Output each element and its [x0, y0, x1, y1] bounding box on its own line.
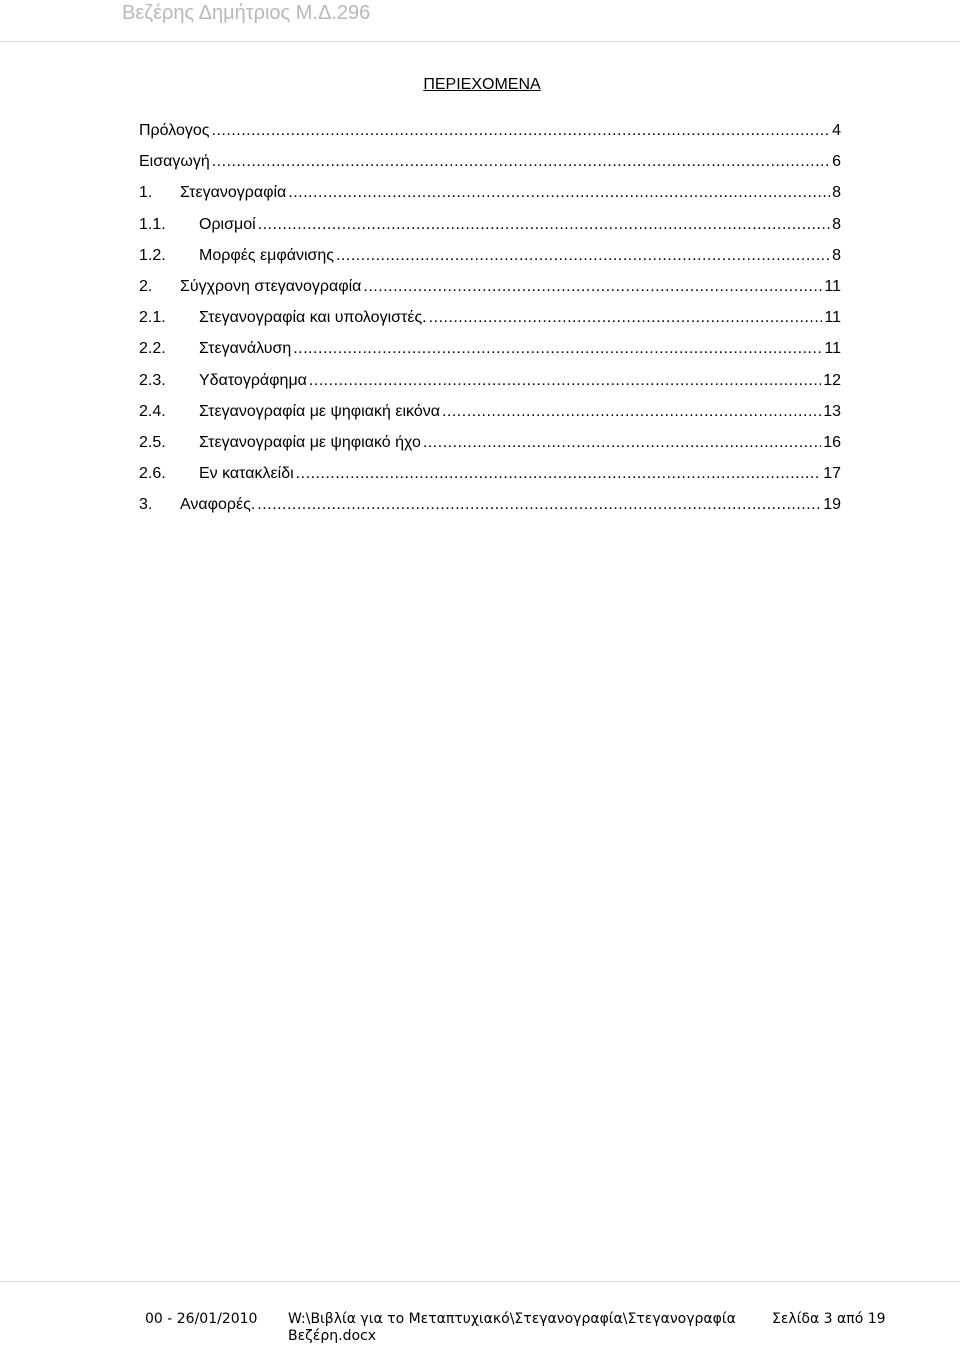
toc-dot-leader	[296, 458, 822, 489]
toc-entry-number: 2.3.	[139, 371, 166, 389]
toc-entry-title: Εν κατακλείδι	[199, 465, 294, 483]
footer-date: 00 - 26/01/2010	[145, 1311, 258, 1327]
toc-entry[interactable]	[139, 333, 841, 364]
toc-entry-title: Στεγανογραφία με ψηφιακή εικόνα	[199, 402, 440, 420]
toc-entry-page: 11	[824, 309, 841, 327]
toc-entry[interactable]	[139, 365, 841, 396]
toc-entry-page: 4	[832, 122, 841, 139]
toc-entry-page: 11	[824, 340, 841, 358]
toc-entry-title: Εισαγωγή	[139, 153, 210, 171]
toc-entry-title: Στεγανογραφία και υπολογιστές.	[199, 309, 427, 327]
toc-entry-number: 1.1.	[139, 215, 166, 233]
toc-title: ΠΕΡΙΕΧΟΜΕΝΑ	[423, 76, 541, 93]
toc-dot-leader	[212, 115, 831, 146]
toc-entry-title: Σύγχρονη στεγανογραφία	[180, 277, 362, 295]
footer-file-path: W:\Βιβλία για το Μεταπτυχιακό\Στεγανογραφία\Στεγανογραφία Βεζέρη.docx	[288, 1311, 736, 1344]
footer-divider	[0, 1281, 960, 1282]
toc-entry-number: 2.	[139, 277, 153, 295]
header-divider	[0, 41, 960, 42]
toc-dot-leader	[257, 489, 821, 520]
toc-entry-number: 2.4.	[139, 402, 166, 420]
toc-dot-leader	[429, 302, 823, 333]
toc-entry[interactable]	[139, 146, 841, 177]
toc-entry-number: 3.	[139, 496, 153, 514]
toc-entry-number: 2.5.	[139, 433, 166, 451]
toc-entry-title: Αναφορές.	[180, 496, 256, 514]
toc-dot-leader	[288, 177, 830, 208]
toc-dot-leader	[258, 209, 830, 240]
toc-entry-number: 1.	[139, 184, 153, 202]
toc-entry-number: 2.2.	[139, 340, 166, 358]
toc-entry[interactable]	[139, 115, 841, 146]
toc-entry[interactable]	[139, 177, 841, 208]
toc-entry-page: 17	[823, 465, 841, 483]
toc-entry-page: 13	[823, 402, 841, 420]
toc-entry-page: 11	[824, 277, 841, 295]
toc-entry-page: 19	[823, 496, 841, 514]
toc-entry[interactable]	[139, 396, 841, 427]
toc-entry-title: Στεγανογραφία	[180, 184, 287, 202]
toc-dot-leader	[442, 396, 821, 427]
toc-entry[interactable]	[139, 209, 841, 240]
toc-dot-leader	[336, 240, 830, 271]
toc-entry-page: 12	[823, 371, 841, 389]
toc-entry-title: Στεγανογραφία με ψηφιακό ήχο	[199, 433, 421, 451]
toc-entry-title: Στεγανάλυση	[199, 340, 292, 358]
toc-entry[interactable]	[139, 271, 841, 302]
toc-dot-leader	[293, 333, 822, 364]
toc-entry-page: 8	[832, 184, 841, 202]
toc-entry[interactable]	[139, 489, 841, 520]
toc-dot-leader	[363, 271, 822, 302]
toc-entry-number: 2.6.	[139, 465, 166, 483]
toc-entry-title: Υδατογράφημα	[199, 371, 307, 389]
toc-entry-page: 8	[832, 246, 841, 264]
toc-entry[interactable]	[139, 427, 841, 458]
footer-page-number: Σελίδα 3 από 19	[772, 1311, 886, 1327]
toc-entry[interactable]	[139, 302, 841, 333]
toc-entry-number: 1.2.	[139, 246, 166, 264]
toc-entry-number: 2.1.	[139, 309, 166, 327]
toc-entry-title: Ορισμοί	[199, 215, 256, 233]
toc-entry-title: Μορφές εμφάνισης	[199, 246, 335, 264]
toc-entry-page: 8	[832, 215, 841, 233]
toc-entry-page: 16	[823, 433, 841, 451]
toc-entry[interactable]	[139, 240, 841, 271]
toc-dot-leader	[212, 146, 830, 177]
toc-dot-leader	[423, 427, 821, 458]
running-header: Βεζέρης Δημήτριος Μ.Δ.296	[122, 2, 371, 24]
toc-entry[interactable]	[139, 458, 841, 489]
table-of-contents	[139, 115, 841, 520]
toc-entry-page: 6	[832, 153, 841, 171]
toc-dot-leader	[309, 365, 821, 396]
toc-entry-title: Πρόλογος	[139, 122, 210, 139]
